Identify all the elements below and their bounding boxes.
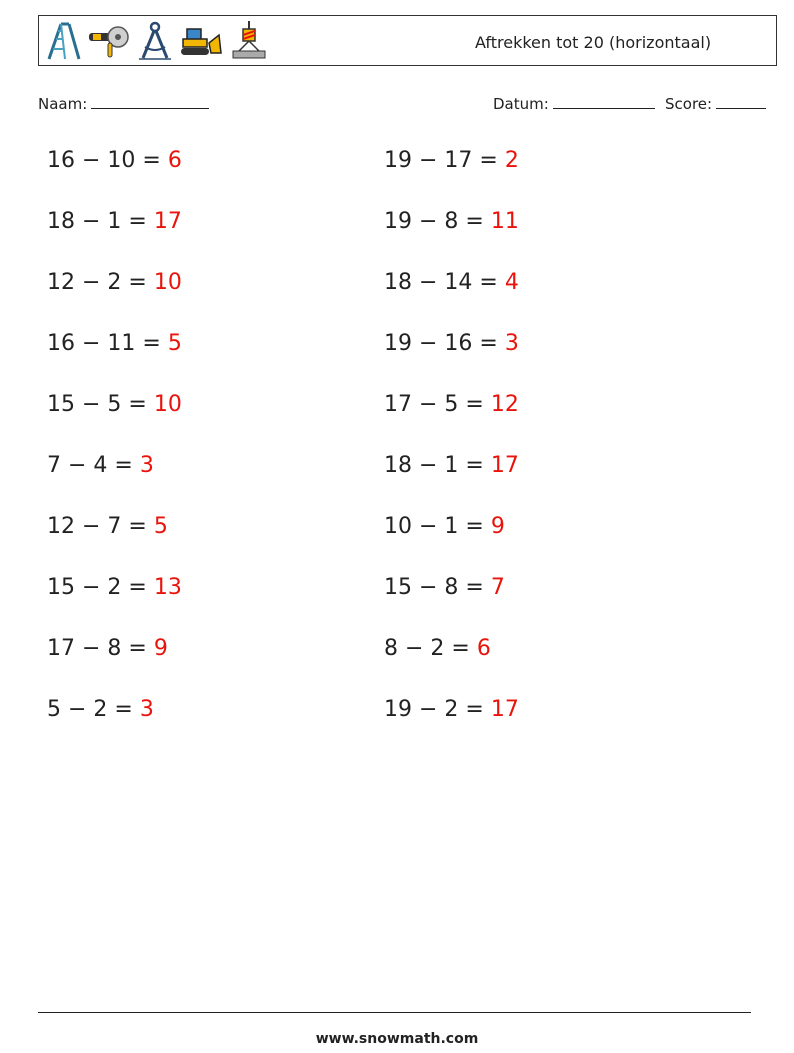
date-field	[493, 94, 655, 113]
problem-answer: 11	[490, 209, 519, 234]
problem-right-6	[384, 453, 519, 478]
problem-question: 16 − 10 =	[47, 148, 168, 173]
problem-answer: 2	[504, 148, 519, 173]
problem-right-1	[384, 148, 519, 173]
problem-question: 15 − 2 =	[47, 575, 154, 600]
problem-answer: 6	[476, 636, 491, 661]
problem-answer: 5	[153, 514, 168, 539]
problem-question: 10 − 1 =	[384, 514, 491, 539]
problem-answer: 17	[153, 209, 182, 234]
problem-left-7	[47, 514, 168, 539]
problem-right-7	[384, 514, 505, 539]
problem-answer: 3	[504, 331, 519, 356]
score-label: Score:	[665, 95, 713, 113]
problem-question: 17 − 8 =	[47, 636, 154, 661]
problem-left-8	[47, 575, 182, 600]
header-icons	[45, 20, 269, 62]
problem-right-3	[384, 270, 519, 295]
score-field	[665, 94, 766, 113]
problem-right-5	[384, 392, 519, 417]
problem-question: 15 − 5 =	[47, 392, 154, 417]
date-label: Datum:	[493, 95, 549, 113]
problem-answer: 9	[153, 636, 168, 661]
worksheet-title: Aftrekken tot 20 (horizontaal)	[475, 33, 712, 52]
footer-url: www.snowmath.com	[315, 1031, 479, 1047]
problem-right-10	[384, 697, 519, 722]
compass-icon	[137, 21, 173, 61]
problem-question: 7 − 4 =	[47, 453, 140, 478]
problem-answer: 4	[504, 270, 519, 295]
problem-question: 18 − 1 =	[384, 453, 491, 478]
problem-question: 19 − 16 =	[384, 331, 505, 356]
problem-answer: 10	[153, 392, 182, 417]
angle-grinder-icon	[87, 21, 131, 61]
date-line	[553, 94, 655, 109]
problem-question: 18 − 1 =	[47, 209, 154, 234]
problem-answer: 6	[167, 148, 182, 173]
problem-answer: 5	[167, 331, 182, 356]
problem-question: 19 − 17 =	[384, 148, 505, 173]
name-field	[38, 94, 209, 113]
name-label: Naam:	[38, 95, 88, 113]
name-line	[91, 94, 209, 109]
problem-right-8	[384, 575, 505, 600]
header-box	[38, 15, 777, 66]
problem-question: 12 − 7 =	[47, 514, 154, 539]
problem-answer: 17	[490, 453, 519, 478]
problem-question: 15 − 8 =	[384, 575, 491, 600]
problem-question: 12 − 2 =	[47, 270, 154, 295]
problem-answer: 17	[490, 697, 519, 722]
bulldozer-icon	[179, 21, 223, 61]
problem-left-9	[47, 636, 168, 661]
problem-answer: 13	[153, 575, 182, 600]
problem-left-10	[47, 697, 154, 722]
problem-question: 8 − 2 =	[384, 636, 477, 661]
problem-question: 17 − 5 =	[384, 392, 491, 417]
score-line	[716, 94, 766, 109]
problem-answer: 9	[490, 514, 505, 539]
problem-right-2	[384, 209, 519, 234]
problem-question: 5 − 2 =	[47, 697, 140, 722]
crane-hook-icon	[229, 21, 269, 61]
problem-answer: 12	[490, 392, 519, 417]
problem-left-1	[47, 148, 182, 173]
problem-left-2	[47, 209, 182, 234]
problem-right-9	[384, 636, 491, 661]
problem-question: 16 − 11 =	[47, 331, 168, 356]
problem-right-4	[384, 331, 519, 356]
problem-question: 19 − 2 =	[384, 697, 491, 722]
problem-left-3	[47, 270, 182, 295]
footer-divider	[38, 1012, 751, 1013]
problem-left-4	[47, 331, 182, 356]
problem-answer: 3	[139, 697, 154, 722]
problem-answer: 10	[153, 270, 182, 295]
problem-answer: 3	[139, 453, 154, 478]
ladder-icon	[45, 21, 81, 61]
problem-answer: 7	[490, 575, 505, 600]
problem-question: 18 − 14 =	[384, 270, 505, 295]
problem-left-6	[47, 453, 154, 478]
problem-left-5	[47, 392, 182, 417]
problem-question: 19 − 8 =	[384, 209, 491, 234]
